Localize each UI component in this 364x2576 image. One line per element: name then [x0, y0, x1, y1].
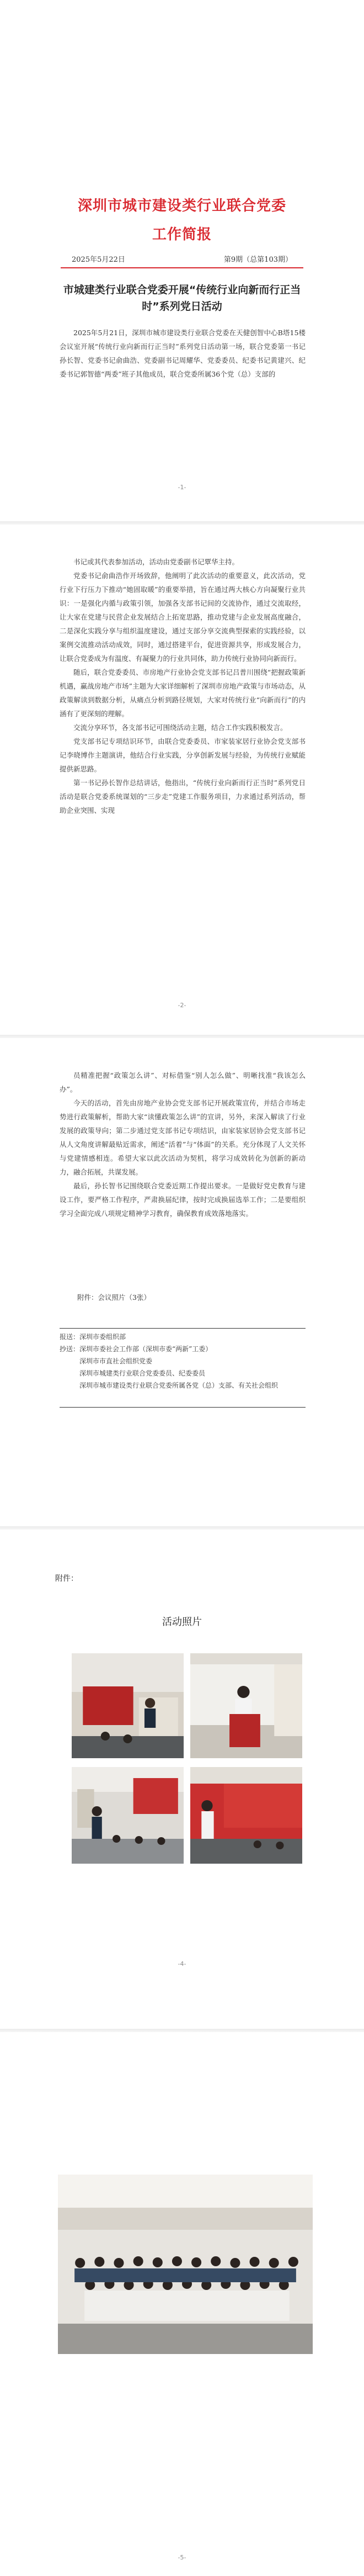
paragraph: 书记或其代表参加活动，活动由党委副书记覃华主持。 — [73, 558, 239, 566]
page-number: -1- — [178, 484, 186, 491]
paragraph: 党支部书记专项结识环节，由联合党委委员、市家装家居行业协会党支部书记李晓博作主题演讲，他结合行业实践，分享创新发展与经验，为传统行业赋能提供新思路。 — [60, 737, 306, 773]
cc-item: 深圳市市直社会组织党委 — [79, 1357, 153, 1365]
photos-title: 活动照片 — [162, 1616, 202, 1628]
page-2 — [0, 525, 364, 1009]
cc-item: 深圳市城市建设类行业联合党委所属各党（总）支部、有关社会组织 — [79, 1382, 279, 1389]
page-2-body — [60, 555, 306, 817]
cc-item: 深圳市城建类行业联合党委委员、纪委委员 — [79, 1369, 206, 1377]
cc-item: 深圳市委社会工作部（深圳市委“两新”工委） — [79, 1345, 212, 1353]
paragraph: 随后，联合党委委员、市房地产行业协会党支部书记吕普川围绕“把握政策新机遇，赢战房地产市场”主题为大家详细解析了深圳市房地产政策与市场动态，从政策解读到数据分析，从痛点分析到路径规划，大家对传统行业“向新而行”的内涵有了更深刻的理解。 — [60, 668, 306, 718]
article-title: 市城建类行业联合党委开展“传统行业向新而行正当时”系列党日活动 — [63, 284, 301, 313]
photo-red-banner-speaker — [190, 1767, 302, 1864]
header-red-rule — [61, 267, 303, 268]
page-4 — [0, 1530, 364, 2027]
page-3-body — [60, 1069, 306, 1220]
page-number: -5- — [178, 2554, 186, 2561]
attachment-label: 附件： — [55, 1574, 78, 1583]
paragraph: 今天的活动，首先由房地产业协会党支部书记开展政策宣传，并结合市场走势进行政策解析，帮助大家“读懂政策怎么讲”的宣讲，另外，来深入解读了行业发展的政策导向；第二步通过党支部书记专项结识，由家装家居协会党支部书记从人文角度讲解最贴近需求，阐述“活着”与“体面”的关系。充分体现了人文关怀与党建情感相连。希望大家以此次活动为契机，将学习成效转化为创新的新动力，融合拓展，共谋发展。 — [60, 1099, 306, 1176]
report-issue: 第9期（总第103期） — [223, 256, 292, 264]
photo-speaker-stage — [190, 1653, 302, 1758]
send-to-line: 报送：深圳市委组织部 — [60, 1333, 126, 1341]
page-number: -4- — [178, 1960, 186, 1967]
photo-speaker-podium — [72, 1653, 184, 1758]
report-date: 2025年5月22日 — [72, 256, 125, 264]
page-1 — [0, 0, 364, 491]
photo-meeting-room — [72, 1767, 184, 1864]
page-5 — [0, 2032, 364, 2576]
page-number: -2- — [178, 1002, 186, 1009]
distribution-box — [60, 1331, 306, 1392]
paragraph: 第一书记孙长智作总结讲话，他指出，“传统行业向新而行正当时”系列党日活动是联合党委系统谋划的“三步走”党建工作服务项目，力求通过系列活动，帮助企业突围、实现 — [60, 779, 306, 814]
page-3 — [0, 1038, 364, 1519]
attachment-note: 附件：会议照片（3张） — [77, 1293, 151, 1302]
report-subtitle: 工作简报 — [152, 226, 212, 243]
page-1-body — [60, 326, 306, 381]
distribution-bottom-rule — [60, 1407, 306, 1408]
cc-line: 抄送： 深圳市委社会工作部（深圳市委“两新”工委） 深圳市市直社会组织党委 深圳市城建类行业联合党委委员、纪委委员 深圳市城市建设类行业联合党委所属各党（总）支部、有关社会组织 — [60, 1343, 306, 1392]
paragraph: 交流分享环节，各支部书记可围绕活动主题，结合工作实践积极发言。 — [73, 723, 287, 732]
report-title: 深圳市城市建设类行业联合党委 — [77, 198, 286, 214]
paragraph: 2025年5月21日，深圳市城市建设类行业联合党委在天健创智中心B塔15楼会议室开展“传统行业向新而行正当时”系列党日活动第一场，联合党委第一书记孙长智、党委书记俞曲浩、党委副书记周耀华、党委委员、纪委书记黄建兴、纪委书记郭智德“两委”班子其他成员，联合党委所属36个党（总）支部的 — [60, 329, 306, 378]
photo-group — [58, 2175, 313, 2354]
paragraph: 员精准把握“政策怎么讲”、对标借鉴“别人怎么做”、明晰找准“我该怎么办”。 — [60, 1071, 306, 1093]
issue-line — [72, 253, 292, 264]
distribution-top-rule — [60, 1328, 306, 1329]
paragraph: 党委书记俞曲浩作开场致辞，他阐明了此次活动的重要意义，此次活动，党行业下行压力下推动“她固取暖”的重要举措，旨在通过两大核心方向凝聚行业共识：一是强化内循与政策引领，加强各支部书记间的交流协作，通过交流取经，让大家在党建与民营企业发展结合上拓宽思路，推动党建与企业发展高度融合，二是深化实践分享与组织温度建设，通过支部分享交流典型探索的实践经验，以案例交流推动活动成效，同时，通过搭建平台，促进资源共享，形成发展合力，让联合党委成为有温度、有凝聚力的行业共同体，助力传统行业协同向新而行。 — [60, 572, 306, 663]
paragraph: 最后，孙长智书记围绕联合党委近期工作提出要求。一是做好党史教育与建设工作，要严格工作程序，严肃换届纪律，按时完成换届选举工作；二是要组织学习全面完成八项规定精神学习教育，确保教育成效落地落实。 — [60, 1182, 306, 1218]
